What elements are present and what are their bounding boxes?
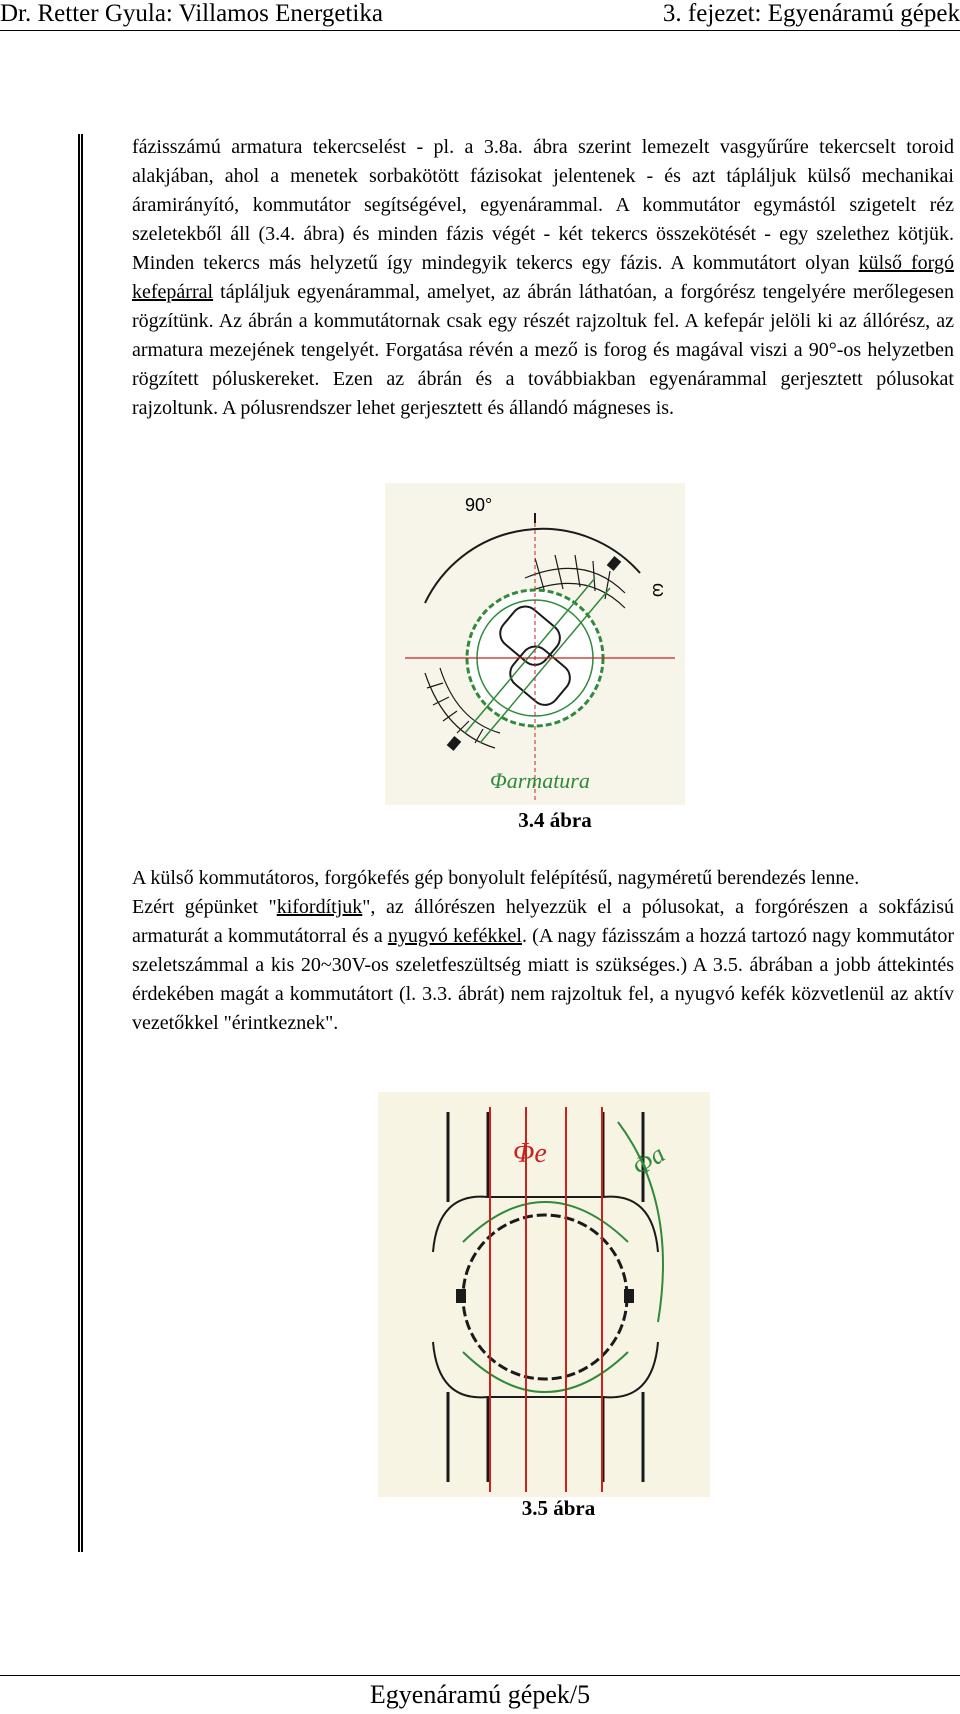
phi-a-label: Φa: [626, 1139, 671, 1182]
paragraph-1-text-b: tápláljuk egyenárammal, amelyet, az ábrán láthatóan, a forgórész tengelyére merőlegesen rögzítünk. Az ábrán a kommutátornak csak egy részét rajzoltuk fel. A kefepár jelöli ki az állórész, az armatura mezejének tengelyét. Forgatása révén a mező is forog és magával viszi a 90°-os helyzetben rögzített póluskereket. Ezen az ábrán és a továbbiakban egyenárammal gerjesztett pólusokat rajzoltunk. A pólusrendszer lehet gerjesztett és állandó mágneses is.: [132, 281, 954, 419]
figure-3-5: [378, 1092, 710, 1497]
phi-e-label: Φe: [513, 1138, 547, 1169]
phi-armatura-label: Φarmatura: [490, 768, 590, 793]
link-kifordítjuk[interactable]: kifordítjuk: [276, 896, 363, 918]
link-nyugvo-kefekkel[interactable]: nyugvó kefékkel: [387, 925, 522, 947]
brush-right: [624, 1289, 634, 1303]
stator-pole-lower: [448, 1392, 643, 1482]
figure-3-5-drawing: [378, 1092, 710, 1497]
page-header: [0, 0, 960, 34]
margin-double-bar: [78, 134, 83, 1552]
figure-3-4: [385, 483, 685, 805]
figure-3-4-drawing: [385, 483, 685, 805]
angle-label: 90°: [465, 495, 493, 515]
link-kulso-forgo-kefepar[interactable]: külső forgó kefepárral: [132, 252, 954, 303]
body-text: [132, 133, 954, 423]
paragraph-2: A külső kommutátoros, forgókefés gép bonyolult felépítésű, nagyméretű berendezés lenne.: [132, 867, 860, 889]
caption-3-5: 3.5 ábra: [521, 1496, 596, 1520]
brush-left: [456, 1289, 466, 1303]
paragraph-1: [132, 133, 954, 423]
omega-label: ω: [649, 583, 669, 598]
page-footer: Egyenáramú gépek/5: [369, 1680, 591, 1709]
header-rule: [0, 30, 960, 31]
body-text-2: [132, 864, 954, 1038]
paragraph-3-text-a: Ezért gépünket ": [132, 896, 277, 918]
brush-upper: [607, 556, 622, 571]
footer-rule: [0, 1675, 960, 1676]
header-chapter: 3. fejezet: Egyenáramú gépek: [662, 0, 960, 27]
caption-3-4: 3.4 ábra: [518, 808, 592, 832]
paragraph-1-text-a: fázisszámú armatura tekercselést - pl. a 3.8a. ábra szerint lemezelt vasgyűrűre tekercselt toroid alakjában, ahol a menetek sorbakötött fázisokat jelentenek - és azt tápláljuk külső mechanikai áramirányító, kommutátor segítségével, egyenárammal. A kommutátor egymástól szigetelt réz szeletekből áll (3.4. ábra) és minden fázis végét - két tekercs összekötését - egy szelethez kötjük. Minden tekercs más helyzetű így mindegyik tekercs egy fázis. A kommutátort olyan: [132, 136, 954, 274]
paragraph-3-text-c: . (A nagy fázisszám a hozzá tartozó nagy kommutátor szeletszámmal a kis 20~30V-os szeletfeszültség miatt is szükséges.) A 3.5. ábrában a jobb áttekintés érdekében magát a kommutátort (l. 3.3. ábrát) nem rajzoltuk fel, a nyugvó kefék közvetlenül az aktív vezetőkkel "érintkeznek".: [132, 925, 954, 1034]
paragraph-3-text-b: ", az állórészen helyezzük el a pólusokat, a forgórészen a sokfázisú armaturát a kommutátorral és a: [132, 896, 954, 947]
header-author-title: Dr. Retter Gyula: Villamos Energetika: [0, 0, 383, 27]
brush-lower: [447, 736, 462, 751]
paragraph-3: [132, 893, 954, 1038]
